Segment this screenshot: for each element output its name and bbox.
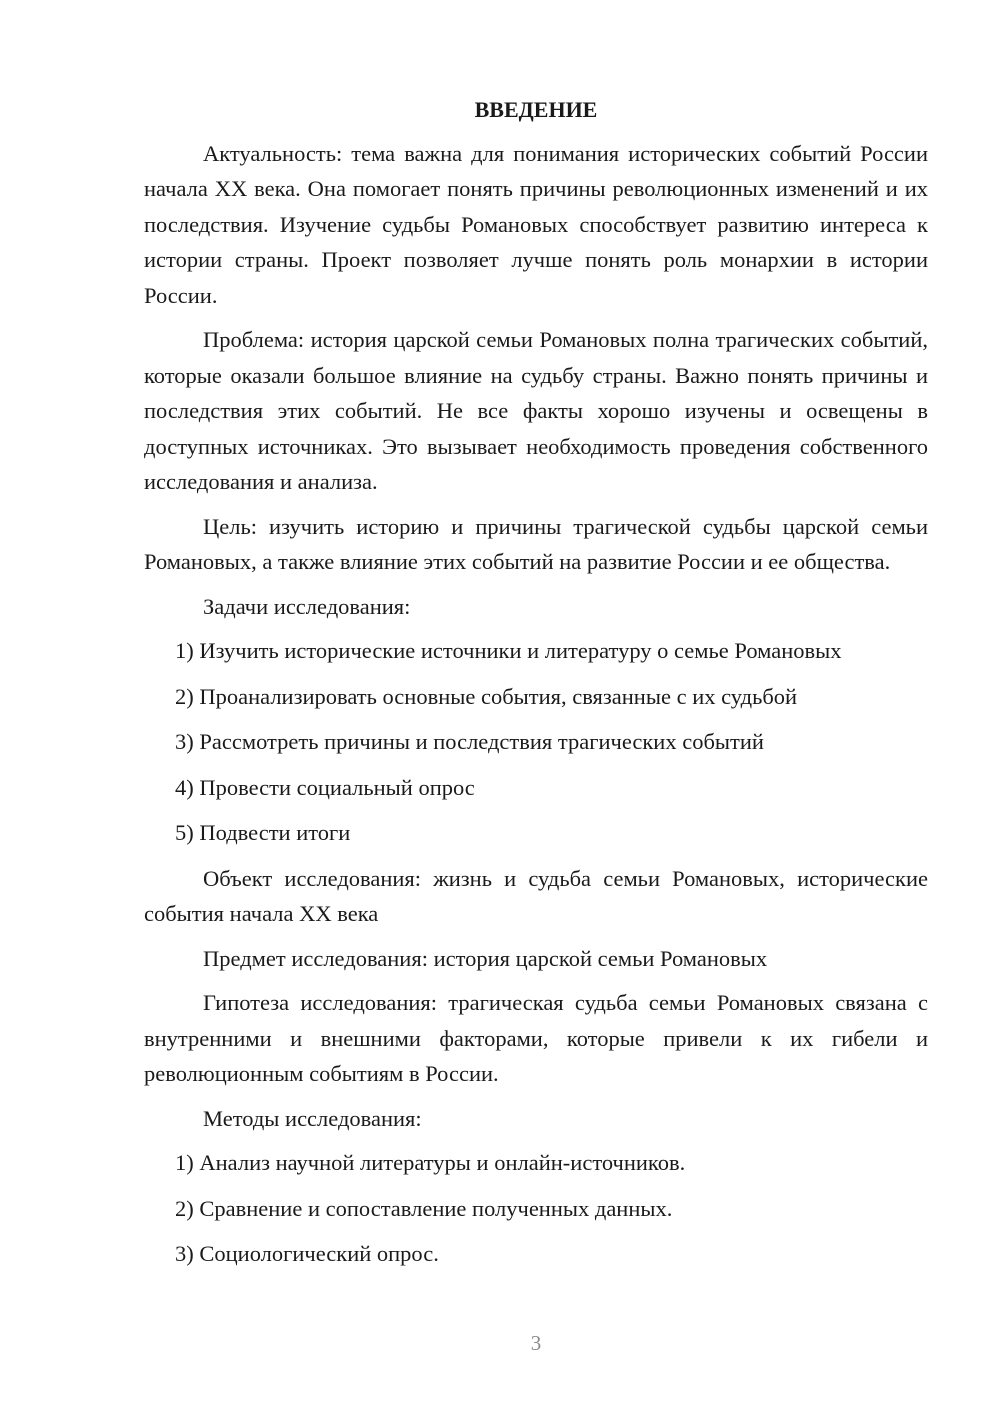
list-item: 2) Проанализировать основные события, связанные с их судьбой [175,683,798,709]
page-number: 3 [530,1331,542,1355]
object-paragraph: Объект исследования: жизнь и судьба семьи Романовых, исторические события начала XX века [144,865,928,926]
list-item: 5) Подвести итоги [175,820,351,845]
list-item: 3) Рассмотреть причины и последствия трагических событий [175,729,764,754]
methods-list [144,1145,928,1272]
subject-paragraph: Предмет исследования: история царской семьи Романовых [203,945,768,971]
list-item: 3) Социологический опрос. [175,1241,439,1266]
hypothesis-paragraph: Гипотеза исследования: трагическая судьба семьи Романовых связана с внутренними и внешними факторами, которые привели к их гибели и революционным событиям в России. [144,990,928,1086]
list-item: 1) Анализ научной литературы и онлайн-источников. [175,1150,686,1175]
list-item: 1) Изучить исторические источники и литературу о семье Романовых [175,638,842,663]
list-item: 2) Сравнение и сопоставление полученных данных. [175,1195,673,1221]
problem-paragraph: Проблема: история царской семьи Романовых полна трагических событий, которые оказали большое влияние на судьбу страны. Важно понять причины и последствия этих событий. Не все факты хорошо изучены и освещены в доступных источниках. Это вызывает необходимость проведения собственного исследования и анализа. [144,327,928,494]
tasks-heading: Задачи исследования: [203,593,411,619]
tasks-list [144,633,928,851]
list-item: 4) Провести социальный опрос [175,774,475,800]
relevance-paragraph: Актуальность: тема важна для понимания исторических событий России начала XX века. Она помогает понять причины революционных изменений и их последствия. Изучение судьбы Романовых способствует развитию интереса к истории страны. Проект позволяет лучше понять роль монархии в истории России. [144,140,928,308]
document-page [144,92,928,1282]
page-title: ВВЕДЕНИЕ [474,97,598,122]
goal-paragraph: Цель: изучить историю и причины трагической судьбы царской семьи Романовых, а также влияние этих событий на развитие России и ее общества. [144,513,928,574]
methods-heading: Методы исследования: [203,1105,422,1131]
